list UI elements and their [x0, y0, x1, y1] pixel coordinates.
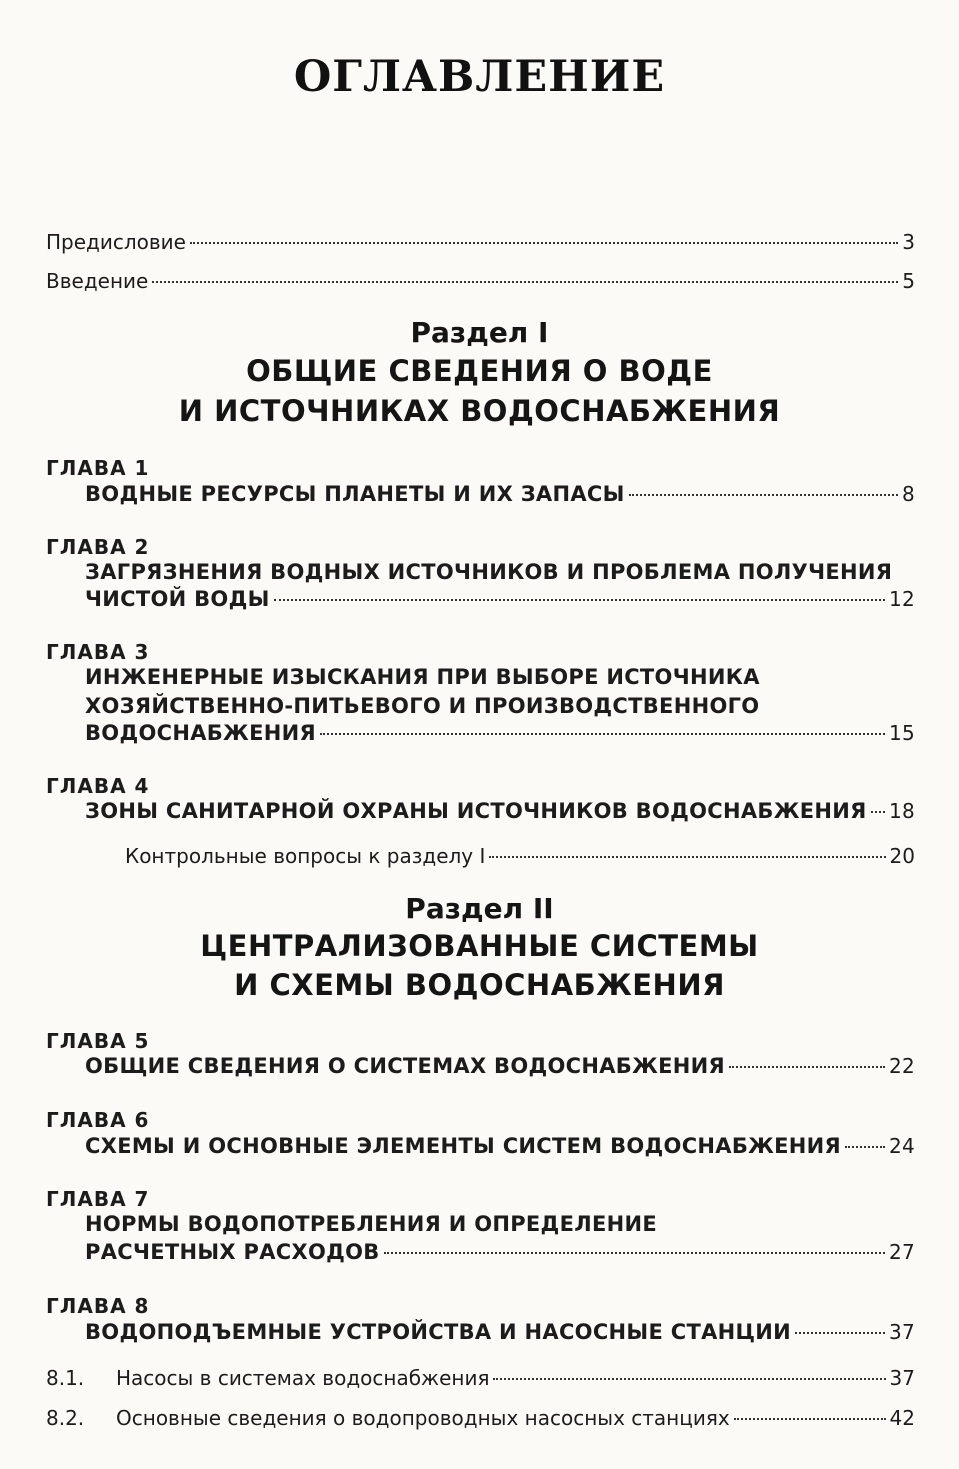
toc-entry-subsection-8-1[interactable] — [46, 1366, 915, 1390]
dot-leader — [871, 811, 885, 813]
section-title-line: И СХЕМЫ ВОДОСНАБЖЕНИЯ — [234, 968, 725, 1002]
dot-leader — [274, 599, 885, 601]
page-number: 37 — [888, 1320, 915, 1344]
toc-entry-chapter-3[interactable] — [85, 721, 915, 745]
toc-entry-introduction[interactable] — [46, 269, 915, 293]
section-title-line: И ИСТОЧНИКАХ ВОДОСНАБЖЕНИЯ — [178, 394, 781, 428]
chapter-label: ГЛАВА 2 — [46, 535, 150, 559]
chapter-title: РАСЧЕТНЫХ РАСХОДОВ — [85, 1240, 380, 1264]
chapter-title: ВОДОСНАБЖЕНИЯ — [85, 721, 316, 745]
dot-leader — [845, 1146, 885, 1148]
toc-entry-chapter-8[interactable] — [85, 1320, 915, 1344]
page-number: 27 — [888, 1240, 915, 1264]
toc-entry-review-questions[interactable] — [125, 844, 915, 868]
dot-leader — [795, 1332, 885, 1334]
chapter-title-line: ХОЗЯЙСТВЕННО-ПИТЬЕВОГО И ПРОИЗВОДСТВЕННОГО — [85, 694, 760, 718]
chapter-title: ЧИСТОЙ ВОДЫ — [85, 587, 270, 611]
toc-entry-chapter-6[interactable] — [85, 1134, 915, 1158]
page-number: 15 — [888, 721, 915, 745]
page-number: 42 — [889, 1406, 915, 1430]
toc-entry-chapter-5[interactable] — [85, 1054, 915, 1078]
chapter-label: ГЛАВА 5 — [46, 1029, 150, 1053]
chapter-title: СХЕМЫ И ОСНОВНЫЕ ЭЛЕМЕНТЫ СИСТЕМ ВОДОСНАБЖЕНИЯ — [85, 1134, 842, 1158]
section-label: Раздел II — [405, 892, 554, 925]
page-title: ОГЛАВЛЕНИЕ — [293, 52, 666, 102]
chapter-title: ВОДНЫЕ РЕСУРСЫ ПЛАНЕТЫ И ИХ ЗАПАСЫ — [85, 482, 625, 506]
dot-leader — [152, 281, 898, 283]
dot-leader — [629, 494, 898, 496]
toc-entry-subsection-8-2[interactable] — [46, 1406, 915, 1430]
chapter-title-line: ИНЖЕНЕРНЫЕ ИЗЫСКАНИЯ ПРИ ВЫБОРЕ ИСТОЧНИКА — [85, 665, 760, 689]
dot-leader — [384, 1252, 885, 1254]
dot-leader — [320, 733, 885, 735]
chapter-label: ГЛАВА 6 — [46, 1108, 150, 1132]
page-number: 22 — [888, 1054, 915, 1078]
subsection-number: 8.1. — [46, 1366, 85, 1390]
toc-entry-chapter-1[interactable] — [85, 482, 915, 506]
chapter-title: ВОДОПОДЪЕМНЫЕ УСТРОЙСТВА И НАСОСНЫЕ СТАНЦИИ — [85, 1320, 792, 1344]
dot-leader — [489, 856, 885, 858]
toc-entry-label: Контрольные вопросы к разделу I — [125, 844, 486, 868]
subsection-number: 8.2. — [46, 1406, 85, 1430]
page-number: 20 — [889, 844, 915, 868]
section-label: Раздел I — [410, 316, 549, 349]
subsection-title: Основные сведения о водопроводных насосных станциях — [116, 1406, 730, 1430]
section-title-line: ЦЕНТРАЛИЗОВАННЫЕ СИСТЕМЫ — [200, 929, 759, 963]
chapter-title: ЗОНЫ САНИТАРНОЙ ОХРАНЫ ИСТОЧНИКОВ ВОДОСНАБЖЕНИЯ — [85, 799, 867, 823]
page-number: 3 — [902, 230, 915, 254]
page-number: 37 — [889, 1366, 915, 1390]
toc-entry-chapter-4[interactable] — [85, 799, 915, 823]
chapter-label: ГЛАВА 8 — [46, 1294, 150, 1318]
subsection-heading — [46, 1366, 489, 1390]
page-number: 8 — [901, 482, 915, 506]
dot-leader — [493, 1378, 885, 1380]
chapter-title-line: НОРМЫ ВОДОПОТРЕБЛЕНИЯ И ОПРЕДЕЛЕНИЕ — [85, 1212, 657, 1236]
chapter-label: ГЛАВА 1 — [46, 456, 150, 480]
chapter-title: ОБЩИЕ СВЕДЕНИЯ О СИСТЕМАХ ВОДОСНАБЖЕНИЯ — [85, 1054, 725, 1078]
page-number: 5 — [902, 269, 915, 293]
chapter-label: ГЛАВА 3 — [46, 640, 150, 664]
page-number: 12 — [888, 587, 915, 611]
dot-leader — [190, 242, 898, 244]
chapter-label: ГЛАВА 7 — [46, 1187, 150, 1211]
subsection-heading — [46, 1406, 730, 1430]
dot-leader — [734, 1418, 886, 1420]
page-number: 24 — [888, 1134, 915, 1158]
toc-entry-label: Предисловие — [46, 230, 186, 254]
section-title-line: ОБЩИЕ СВЕДЕНИЯ О ВОДЕ — [246, 354, 713, 388]
dot-leader — [729, 1066, 885, 1068]
page-number: 18 — [888, 799, 915, 823]
toc-entry-chapter-2[interactable] — [85, 587, 915, 611]
chapter-label: ГЛАВА 4 — [46, 774, 150, 798]
toc-entry-preface[interactable] — [46, 230, 915, 254]
chapter-title-line: ЗАГРЯЗНЕНИЯ ВОДНЫХ ИСТОЧНИКОВ И ПРОБЛЕМА ПОЛУЧЕНИЯ — [85, 560, 893, 584]
toc-entry-chapter-7[interactable] — [85, 1240, 915, 1264]
toc-entry-label: Введение — [46, 269, 149, 293]
subsection-title: Насосы в системах водоснабжения — [116, 1366, 490, 1390]
